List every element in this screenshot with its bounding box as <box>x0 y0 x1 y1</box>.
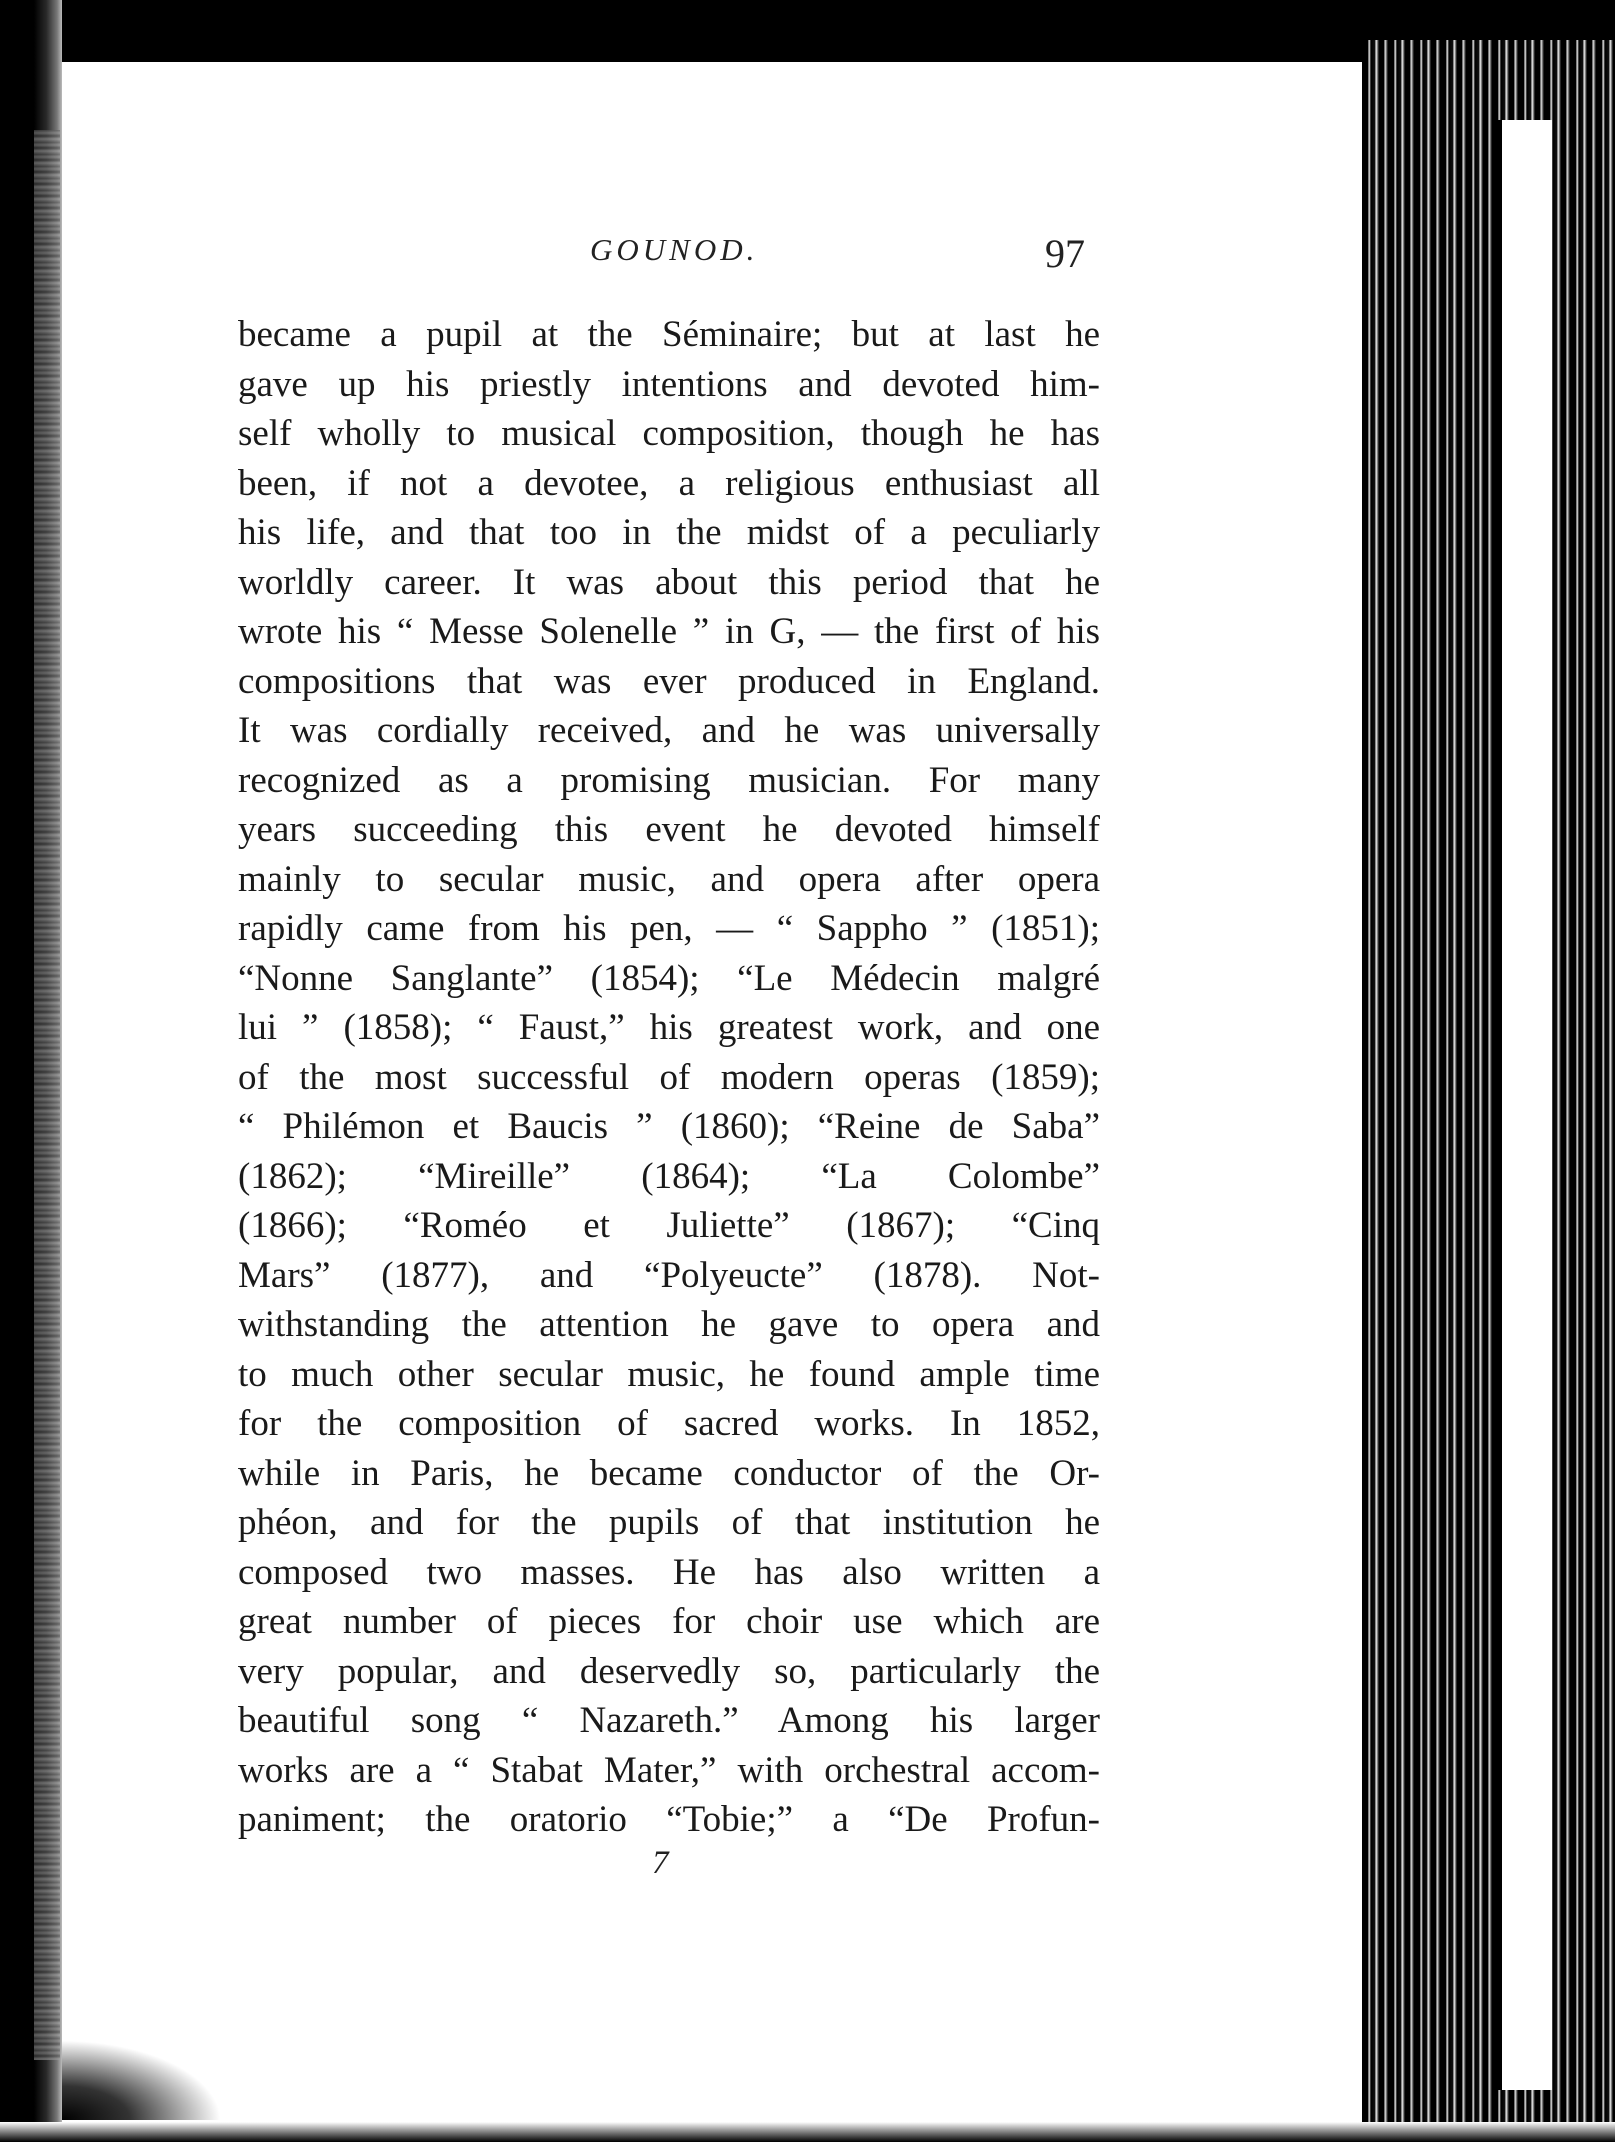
text-line: (1866); “Roméo et Juliette” (1867); “Cinq <box>238 1205 1100 1246</box>
text-line: while in Paris, he became conductor of the Or- <box>238 1452 1100 1494</box>
text-line: to much other secular music, he found ample time <box>238 1353 1100 1395</box>
text-line: mainly to secular music, and opera after opera <box>238 858 1100 900</box>
text-line: works are a “ Stabat Mater,” with orchestral accom- <box>238 1749 1100 1791</box>
signature-mark: 7 <box>652 1845 669 1881</box>
text-line: his life, and that too in the midst of a peculiarly <box>238 512 1100 553</box>
text-line: self wholly to musical composition, though he has <box>238 413 1100 454</box>
text-line: lui ” (1858); “ Faust,” his greatest work, and one <box>238 1007 1100 1048</box>
text-line: great number of pieces for choir use which are <box>238 1601 1100 1642</box>
page-number: 97 <box>1045 231 1085 276</box>
text-line: compositions that was ever produced in England. <box>238 660 1100 702</box>
text-line: wrote his “ Messe Solenelle ” in G, — the first of his <box>238 611 1100 652</box>
text-line: “Nonne Sanglante” (1854); “Le Médecin malgré <box>238 957 1100 999</box>
text-line: years succeeding this event he devoted himself <box>238 809 1100 850</box>
page-stack-gap <box>1498 120 1552 2090</box>
text-line: gave up his priestly intentions and devoted him- <box>238 363 1100 405</box>
text-line: (1862); “Mireille” (1864); “La Colombe” <box>238 1155 1100 1197</box>
text-line: withstanding the attention he gave to opera and <box>238 1304 1100 1345</box>
text-line: for the composition of sacred works. In 1852, <box>238 1403 1100 1444</box>
body-text <box>238 310 1100 1845</box>
binding-edge-texture <box>34 130 60 2060</box>
text-line: phéon, and for the pupils of that institution he <box>238 1502 1100 1543</box>
text-line: became a pupil at the Séminaire; but at last he <box>238 314 1100 355</box>
scan-bottom-border <box>0 2122 1615 2142</box>
text-line: “ Philémon et Baucis ” (1860); “Reine de Saba” <box>238 1106 1100 1147</box>
text-line: composed two masses. He has also written a <box>238 1551 1100 1593</box>
text-line: beautiful song “ Nazareth.” Among his larger <box>238 1700 1100 1741</box>
text-line: recognized as a promising musician. For many <box>238 759 1100 801</box>
page-stack-edge <box>1362 40 1615 2142</box>
text-line: rapidly came from his pen, — “ Sappho ” (1851); <box>238 908 1100 949</box>
text-line: paniment; the oratorio “Tobie;” a “De Profun- <box>238 1799 1100 1840</box>
text-line: It was cordially received, and he was universally <box>238 710 1100 751</box>
running-head: GOUNOD. <box>590 232 759 267</box>
text-line: been, if not a devotee, a religious enthusiast all <box>238 462 1100 504</box>
page-curl-shadow <box>62 2040 222 2120</box>
text-line: very popular, and deservedly so, particularly the <box>238 1650 1100 1692</box>
text-line: of the most successful of modern operas (1859); <box>238 1056 1100 1098</box>
text-line: worldly career. It was about this period that he <box>238 561 1100 603</box>
text-line: Mars” (1877), and “Polyeucte” (1878). Not- <box>238 1254 1100 1296</box>
